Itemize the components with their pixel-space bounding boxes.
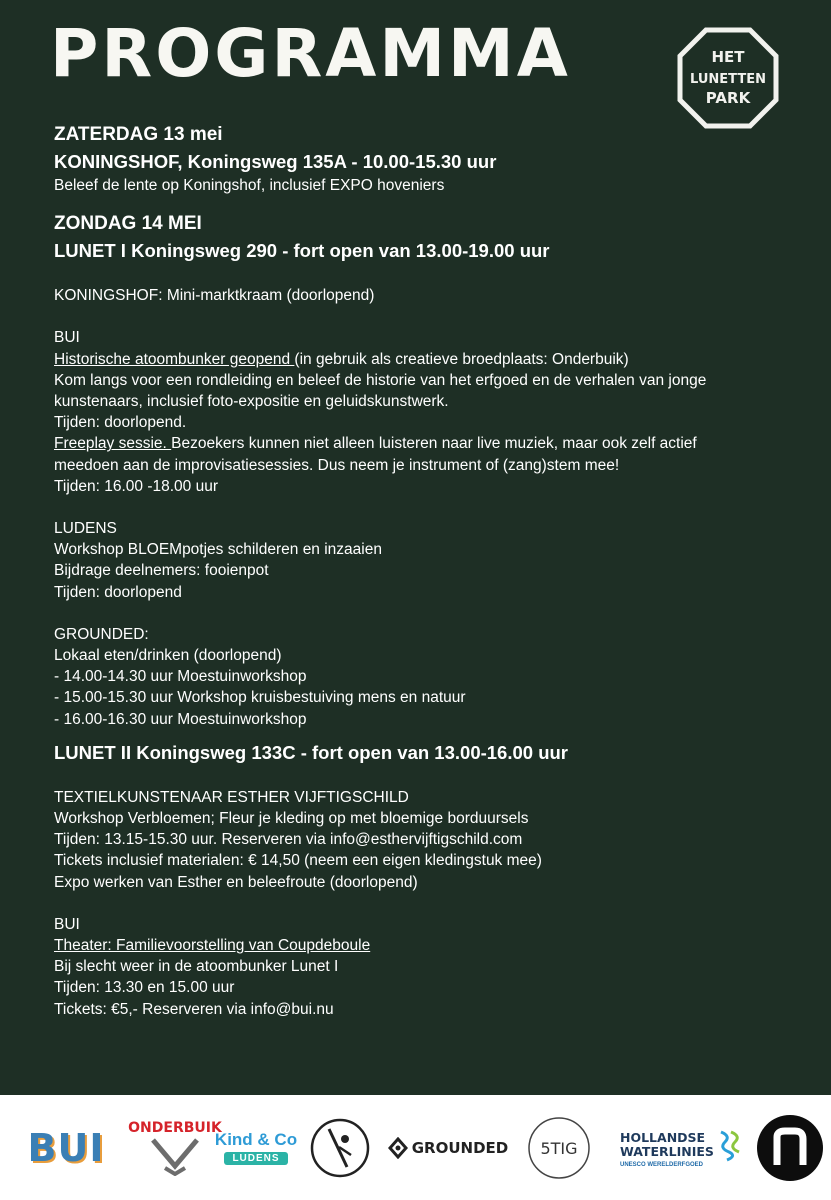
hollandse-waterlinies-logo (620, 1095, 750, 1200)
freeplay-rest: Bezoekers kunnen niet alleen luisteren naar live muziek, maar ook zelf actief (171, 435, 697, 453)
bui-times2: Tijden: 16.00 -18.00 uur (54, 477, 219, 495)
grounded-name: GROUNDED: (54, 625, 149, 643)
grounded-line1: Lokaal eten/drinken (doorlopend) (54, 647, 282, 665)
stig-text: 5TIG (540, 1138, 578, 1158)
waterlinies-text: WATERLINIES (620, 1143, 714, 1159)
hollandse-text: HOLLANDSE (620, 1129, 706, 1145)
grounded-line4: - 16.00-16.30 uur Moestuinworkshop (54, 710, 307, 728)
grounded-logo-text: GROUNDED (411, 1138, 509, 1157)
bui-line2: kunstenaars, inclusief foto-expositie en geluidskunstwerk. (54, 393, 449, 411)
lunet1-heading: LUNET I Koningsweg 290 - fort open van 13.00-19.00 uur (54, 240, 550, 262)
program-content (54, 121, 794, 1020)
freeplay-link[interactable]: Freeplay sessie. (54, 435, 172, 453)
ludens-name: LUDENS (54, 520, 117, 538)
circle-figure-icon (309, 1117, 371, 1179)
bui-line3: meedoen aan de improvisatiesessies. Dus neem je instrument of (zang)stem mee! (54, 456, 620, 474)
grounded-line3: - 15.00-15.30 uur Workshop kruisbestuiving mens en natuur (54, 689, 466, 707)
koningshof-line: KONINGSHOF: Mini-marktkraam (doorlopend) (54, 287, 375, 305)
onderbuik-logo-text: ONDERBUIK (128, 1119, 222, 1136)
lunettenpark-logo (676, 26, 780, 130)
bui2-name: BUI (54, 915, 80, 933)
stig-logo (524, 1095, 594, 1200)
ludens-line1: Workshop BLOEMpotjes schilderen en inzaaien (54, 541, 382, 559)
bui2-line1: Bij slecht weer in de atoombunker Lunet I (54, 958, 339, 976)
bunker-line (54, 349, 794, 370)
bunker-rest: (in gebruik als creatieve broedplaats: Onderbuik) (294, 350, 629, 368)
esther-name: TEXTIELKUNSTENAAR ESTHER VIJFTIGSCHILD (54, 788, 409, 806)
ludens-line3: Tijden: doorlopend (54, 583, 182, 601)
esther-line1: Workshop Verbloemen; Fleur je kleding op met bloemige borduursels (54, 810, 529, 828)
saturday-description: Beleef de lente op Koningshof, inclusief EXPO hoveniers (54, 177, 445, 194)
logo-het: HET (711, 48, 745, 66)
n-circle-icon (755, 1113, 825, 1183)
theater-link[interactable]: Theater: Familievoorstelling van Coupdeboule (54, 937, 371, 955)
stig-circle-icon (526, 1115, 592, 1181)
unesco-text: UNESCO WERELDERFGOED (620, 1161, 704, 1168)
bui-times1: Tijden: doorlopend. (54, 414, 187, 432)
lunettenpark-logo-icon (676, 26, 780, 130)
sponsor-footer (0, 1095, 831, 1200)
ludens-line2: Bijdrage deelnemers: fooienpot (54, 562, 269, 580)
logo-park: PARK (705, 89, 751, 107)
logo-lunetten: LUNETTEN (690, 72, 766, 87)
bunker-link[interactable]: Historische atoombunker geopend (54, 350, 295, 368)
grounded-line2: - 14.00-14.30 uur Moestuinworkshop (54, 668, 307, 686)
bui-line1: Kom langs voor een rondleiding en beleef de historie van het erfgoed en de verhalen van jonge (54, 371, 707, 389)
bui2-line2: Tijden: 13.30 en 15.00 uur (54, 979, 235, 997)
ludens-text: LUDENS (224, 1152, 287, 1165)
freeplay-line (54, 433, 794, 454)
saturday-day: ZATERDAG 13 mei (54, 124, 223, 145)
circle-figure-logo (308, 1095, 372, 1200)
bui-logo (14, 1095, 118, 1200)
kindco-text: Kind & Co (214, 1130, 298, 1149)
n-circle-logo (752, 1095, 828, 1200)
sunday-day: ZONDAG 14 MEI (54, 213, 202, 235)
esther-line3: Tickets inclusief materialen: € 14,50 (neem een eigen kledingstuk mee) (54, 852, 542, 870)
saturday-location: KONINGSHOF, Koningsweg 135A - 10.00-15.30 uur (54, 151, 497, 172)
grounded-icon (388, 1137, 408, 1159)
waterlinies-wave-icon (717, 1128, 743, 1162)
grounded-logo (385, 1095, 511, 1200)
kindco-ludens-logo (208, 1095, 304, 1200)
onderbuik-arrow-icon (145, 1136, 205, 1176)
bui-logo-text: BUI (27, 1125, 105, 1170)
page-title: PROGRAMMA (50, 15, 571, 92)
lunet2-heading: LUNET II Koningsweg 133C - fort open van 13.00-16.00 uur (54, 741, 568, 763)
esther-line4: Expo werken van Esther en beleefroute (doorlopend) (54, 873, 418, 891)
bui-name: BUI (54, 329, 80, 347)
bui2-line3: Tickets: €5,- Reserveren via info@bui.nu (54, 1000, 334, 1018)
esther-line2: Tijden: 13.15-15.30 uur. Reserveren via info@esthervijftigschild.com (54, 831, 523, 849)
